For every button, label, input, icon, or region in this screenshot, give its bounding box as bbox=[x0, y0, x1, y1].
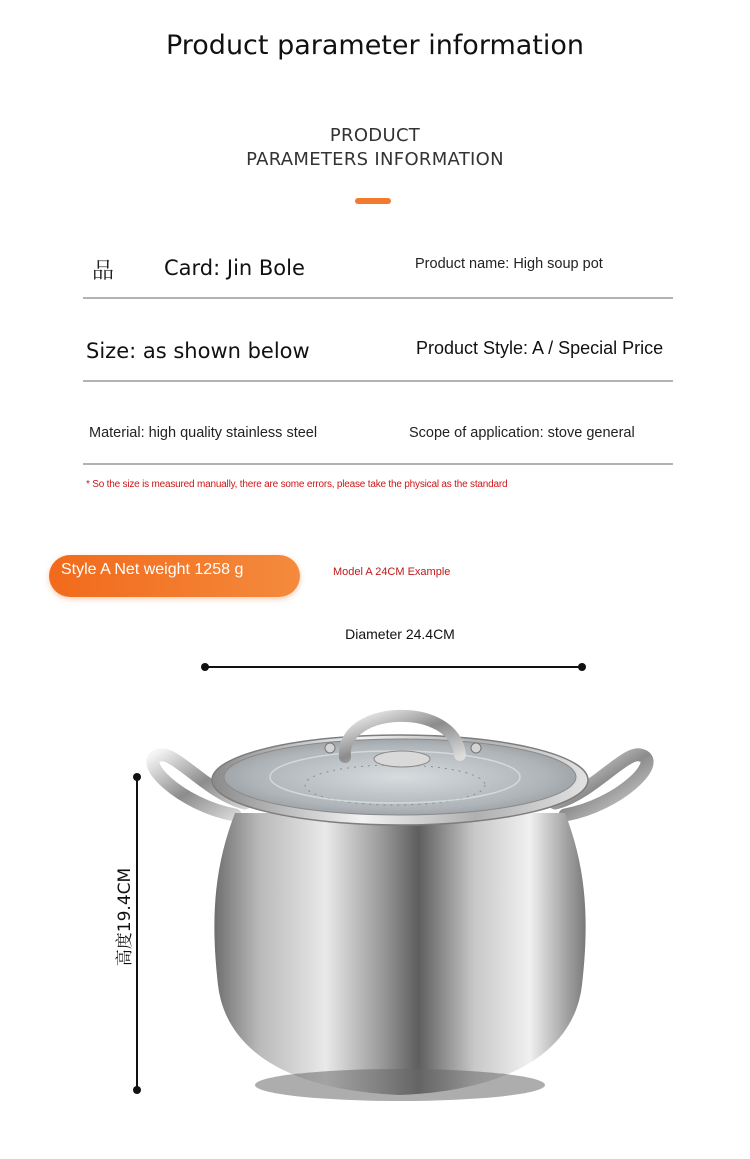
material-value: Material: high quality stainless steel bbox=[89, 425, 318, 441]
diameter-dot-right bbox=[578, 663, 586, 671]
height-line bbox=[136, 777, 138, 1090]
brand-icon: 品 bbox=[92, 259, 115, 284]
height-label: 高度19.4CM bbox=[115, 867, 135, 967]
diameter-label: Diameter 24.4CM bbox=[345, 626, 455, 642]
subtitle-line-2: PARAMETERS INFORMATION bbox=[246, 149, 504, 170]
pot-image bbox=[140, 685, 660, 1115]
divider-1 bbox=[83, 297, 673, 299]
diameter-dot-left bbox=[201, 663, 209, 671]
page-title: Product parameter information bbox=[165, 30, 585, 61]
accent-bar bbox=[355, 198, 391, 204]
divider-2 bbox=[83, 380, 673, 382]
style-value: Product Style: A / Special Price bbox=[416, 338, 664, 358]
divider-3 bbox=[83, 463, 673, 465]
weight-badge-label: Style A Net weight 1258 g bbox=[61, 561, 244, 578]
model-label: Model A 24CM Example bbox=[333, 566, 451, 578]
subtitle-line-1: PRODUCT bbox=[329, 125, 421, 146]
product-name: Product name: High soup pot bbox=[415, 256, 603, 272]
brand-value: Card: Jin Bole bbox=[164, 256, 305, 280]
diameter-line bbox=[205, 666, 582, 668]
scope-value: Scope of application: stove general bbox=[409, 425, 635, 441]
size-value: Size: as shown below bbox=[86, 339, 310, 363]
measurement-note: * So the size is measured manually, there are some errors, please take the physical as the standard bbox=[86, 479, 508, 490]
